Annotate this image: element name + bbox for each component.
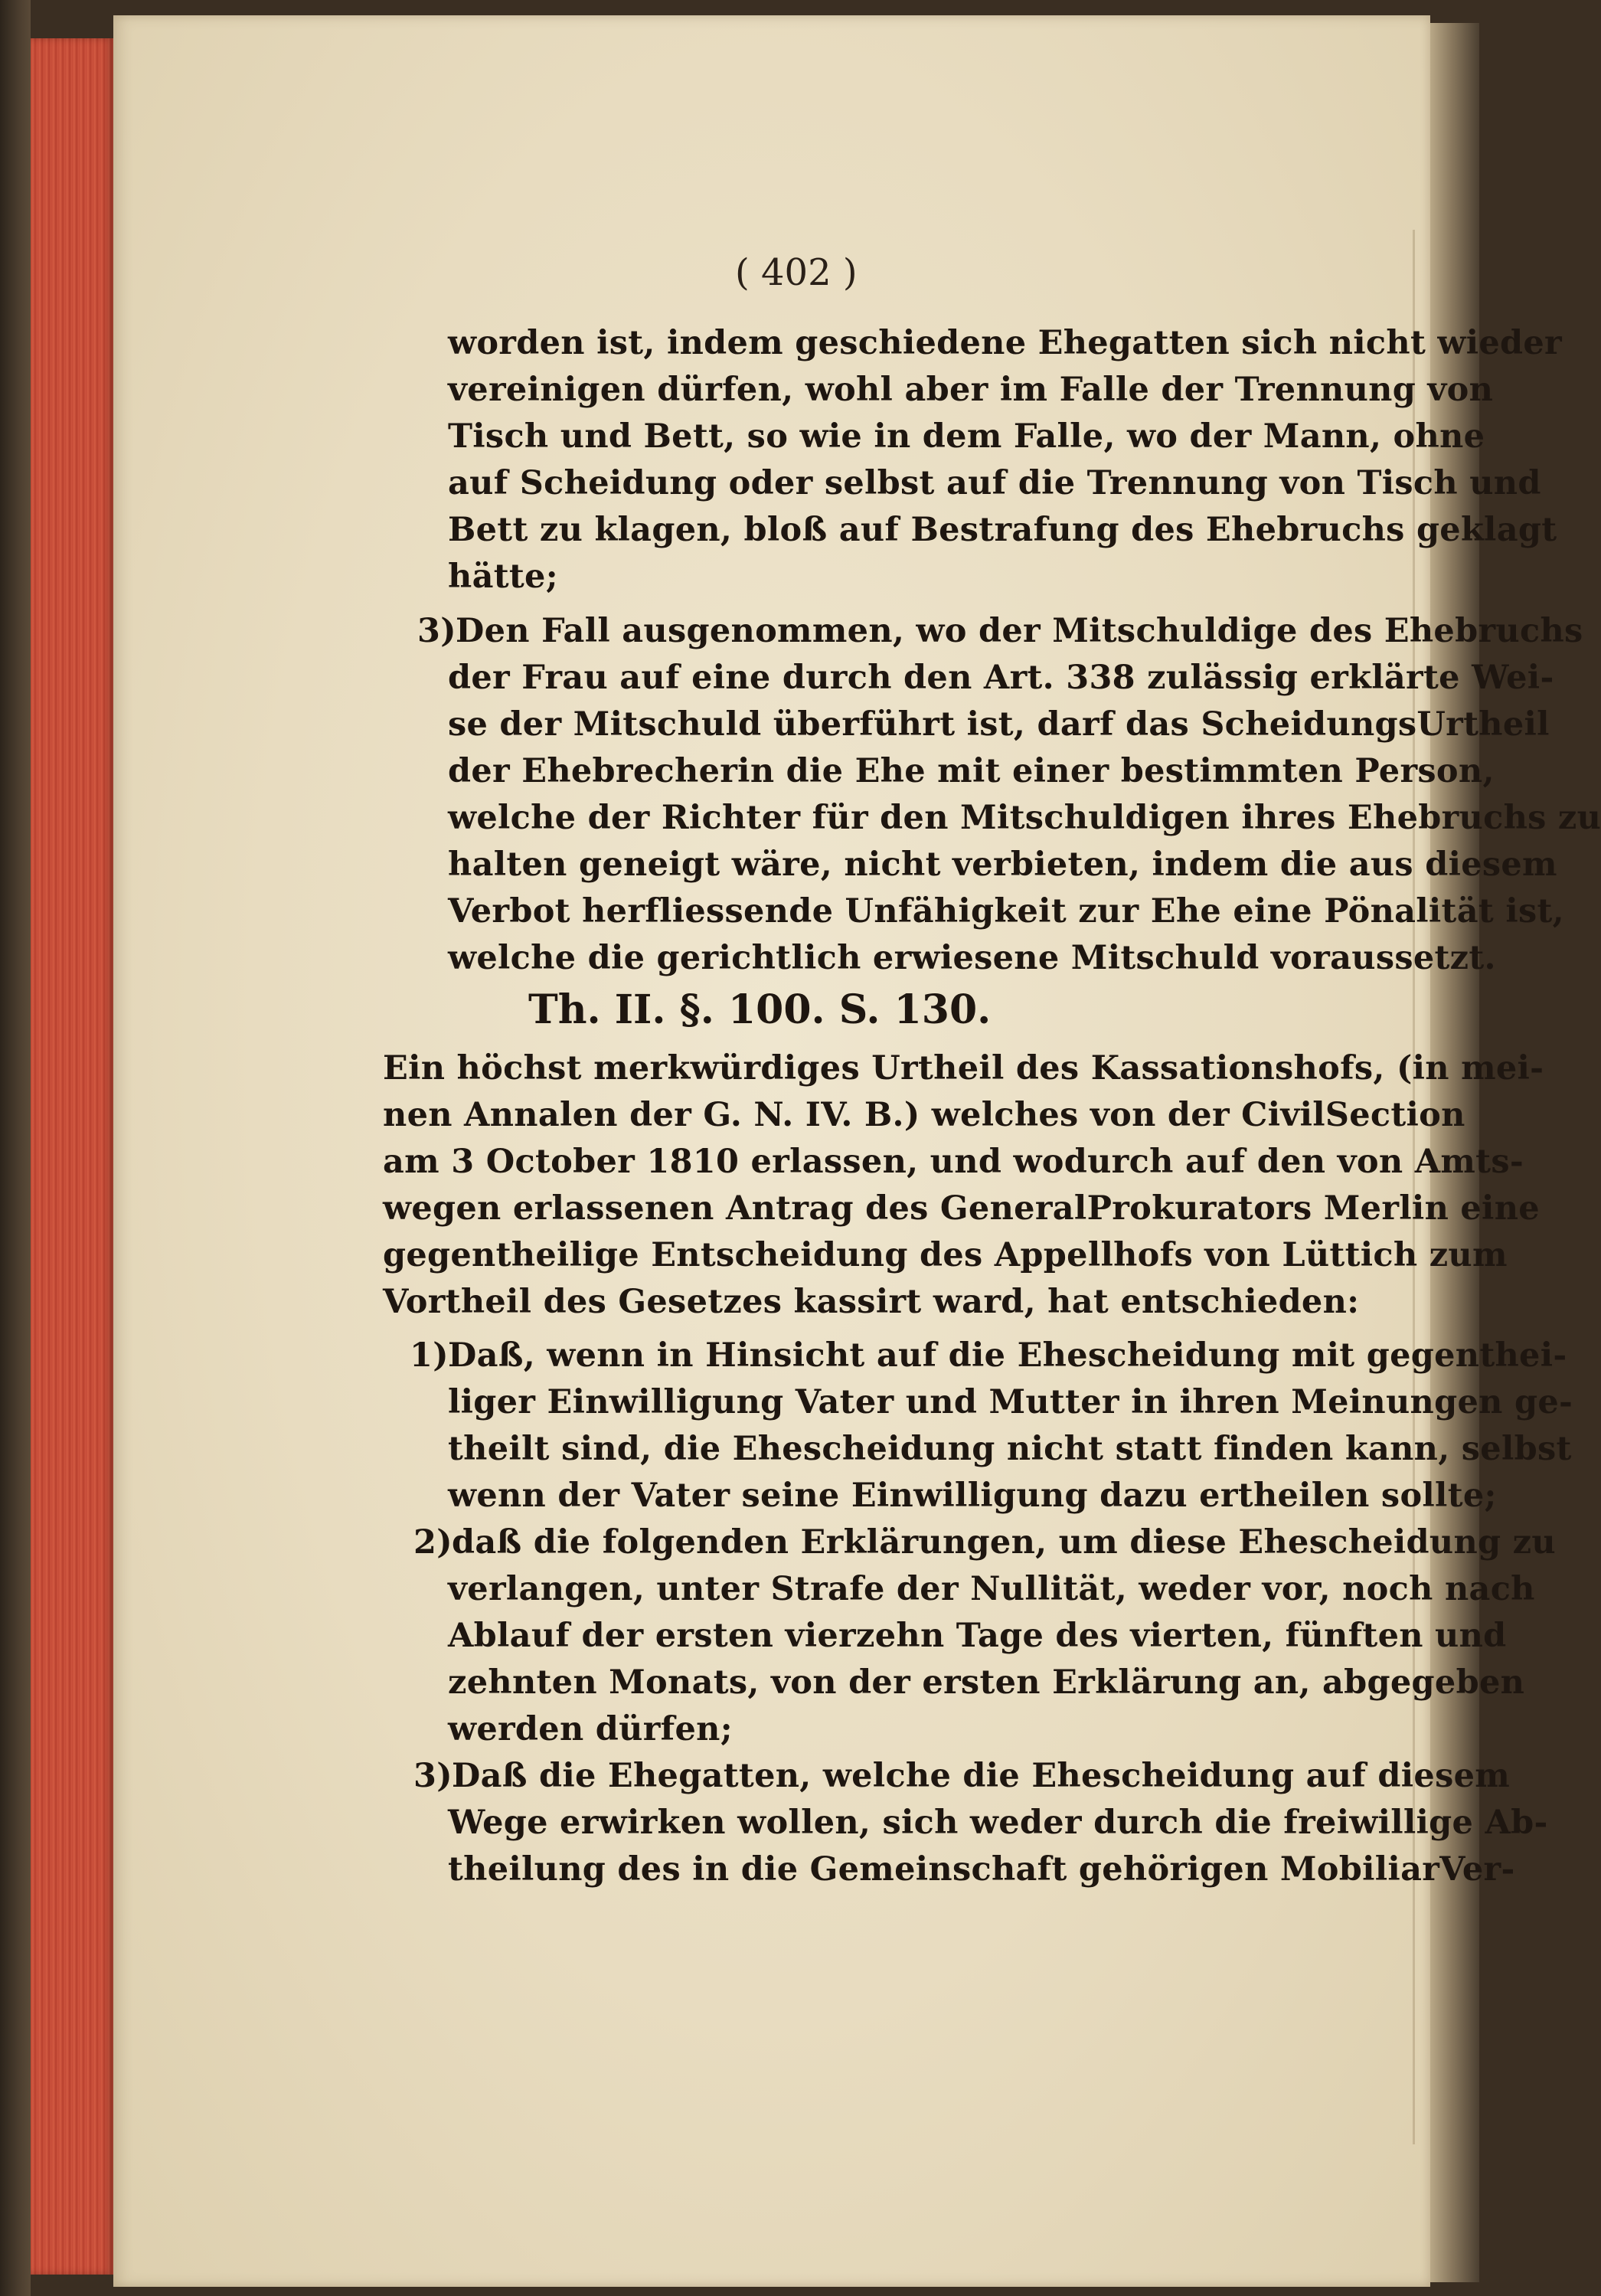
text-line: hätte; <box>448 558 558 596</box>
list-item-first-line <box>417 608 1583 655</box>
text-line: worden ist, indem geschiedene Ehegatten sich nicht wieder <box>448 324 1562 362</box>
text-line: wenn der Vater seine Einwilligung dazu ertheilen sollte; <box>448 1477 1497 1515</box>
text-line: vereinigen dürfen, wohl aber im Falle der Trennung von <box>448 371 1494 409</box>
text-line: Verbot herfliessende Unfähigkeit zur Ehe eine Pönalität ist, <box>448 892 1564 931</box>
text-line: der Frau auf eine durch den Art. 338 zulässig erklärte Wei- <box>448 659 1554 697</box>
list-item-number: 1) <box>410 1336 449 1375</box>
text-line: theilung des in die Gemeinschaft gehörigen MobiliarVer- <box>448 1850 1515 1889</box>
list-item-first-line <box>413 1519 1556 1566</box>
section-heading: Th. II. §. 100. S. 130. <box>528 986 992 1033</box>
list-item-first-line <box>413 1753 1510 1800</box>
text-line: liger Einwilligung Vater und Mutter in ihren Meinungen ge- <box>448 1383 1573 1421</box>
list-item-number: 3) <box>413 1757 453 1795</box>
red-page-edges <box>31 38 113 2275</box>
list-item-number: 2) <box>413 1523 453 1562</box>
text-line: gegentheilige Entscheidung des Appellhofs von Lüttich zum <box>383 1236 1508 1274</box>
text-line: nen Annalen der G. N. IV. B.) welches von der CivilSection <box>383 1096 1465 1134</box>
text-line: welche die gerichtlich erwiesene Mitschuld voraussetzt. <box>448 939 1496 977</box>
book-cover-edge <box>0 0 31 2296</box>
text-line: am 3 October 1810 erlassen, und wodurch auf den von Amts- <box>383 1143 1524 1181</box>
text-line: theilt sind, die Ehescheidung nicht statt finden kann, selbst <box>448 1430 1572 1468</box>
text-line: Vortheil des Gesetzes kassirt ward, hat entschieden: <box>383 1283 1360 1321</box>
list-item-text: Den Fall ausgenommen, wo der Mitschuldige des Ehebruchs <box>456 612 1583 650</box>
text-line: verlangen, unter Strafe der Nullität, weder vor, noch nach <box>448 1570 1535 1608</box>
text-line: werden dürfen; <box>448 1710 733 1748</box>
text-line: Tisch und Bett, so wie in dem Falle, wo der Mann, ohne <box>448 417 1485 456</box>
text-line: der Ehebrecherin die Ehe mit einer bestimmten Person, <box>448 752 1495 790</box>
text-line: zehnten Monats, von der ersten Erklärung an, abgegeben <box>448 1663 1525 1702</box>
text-line: Bett zu klagen, bloß auf Bestrafung des Ehebruchs geklagt <box>448 511 1557 549</box>
text-line: Ablauf der ersten vierzehn Tage des vierten, fünften und <box>448 1617 1507 1655</box>
text-line: halten geneigt wäre, nicht verbieten, indem die aus diesem <box>448 845 1557 884</box>
list-item-text: Daß, wenn in Hinsicht auf die Ehescheidung mit gegenthei- <box>448 1336 1567 1375</box>
text-line: se der Mitschuld überführt ist, darf das ScheidungsUrtheil <box>448 705 1550 744</box>
text-line: wegen erlassenen Antrag des GeneralProkurators Merlin eine <box>383 1189 1540 1228</box>
list-item-text: Daß die Ehegatten, welche die Ehescheidung auf diesem <box>452 1757 1511 1795</box>
text-line: welche der Richter für den Mitschuldigen ihres Ehebruchs zu <box>448 799 1601 837</box>
list-item-first-line <box>410 1333 1567 1379</box>
list-item-number: 3) <box>417 612 456 650</box>
text-line: Ein höchst merkwürdiges Urtheil des Kassationshofs, (in mei- <box>383 1049 1544 1087</box>
text-line: auf Scheidung oder selbst auf die Trennung von Tisch und <box>448 464 1541 502</box>
text-line: Wege erwirken wollen, sich weder durch die freiwillige Ab- <box>448 1804 1548 1842</box>
list-item-text: daß die folgenden Erklärungen, um diese Ehescheidung zu <box>452 1523 1556 1562</box>
page-number-header: ( 402 ) <box>735 251 858 294</box>
